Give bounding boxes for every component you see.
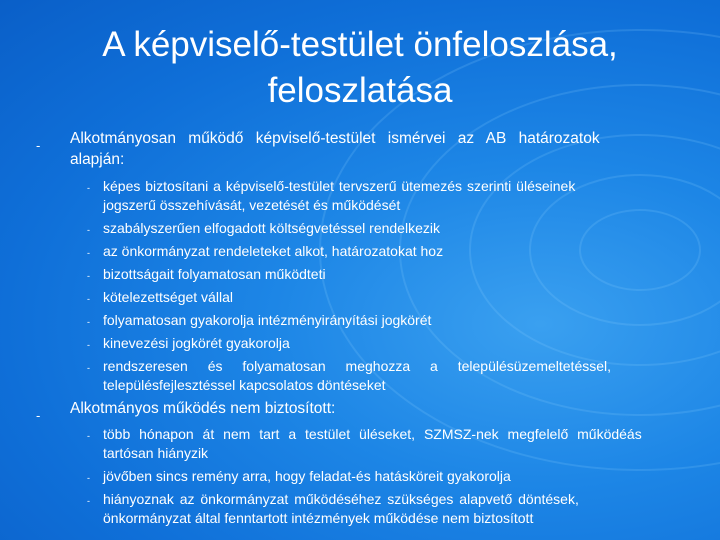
list-bullet: - — [87, 271, 90, 281]
list-item: kötelezettséget vállal — [103, 289, 233, 305]
list-item-continued: jogszerű összehívását, vezetését és működését — [103, 197, 401, 213]
list-item-continued: önkormányzat által fenntartott intézmények működése nem biztosított — [103, 510, 534, 526]
list-bullet: - — [87, 225, 90, 235]
list-item: képes biztosítani a képviselő-testület tervszerű ütemezés szerinti üléseinek — [103, 178, 576, 194]
list-bullet: - — [87, 340, 90, 350]
list-item: az önkormányzat rendeleteket alkot, határozatokat hoz — [103, 243, 444, 259]
title-line-2: feloszlatása — [267, 71, 453, 110]
list-item-continued: tartósan hiányzik — [103, 445, 209, 461]
list-item: hiányoznak az önkormányzat működéséhez szükséges alapvető döntések, — [103, 491, 579, 507]
list-bullet: - — [87, 473, 90, 483]
list-bullet: - — [87, 294, 90, 304]
list-item: szabályszerűen elfogadott költségvetéssel rendelkezik — [103, 220, 440, 236]
list-item: kinevezési jogkörét gyakorolja — [103, 335, 290, 351]
list-bullet: - — [87, 248, 90, 258]
list-item: bizottságait folyamatosan működteti — [103, 266, 326, 282]
list-bullet: - — [87, 363, 90, 373]
section-heading: Alkotmányosan működő képviselő-testület ismérvei az AB határozatok — [70, 130, 600, 147]
list-item: folyamatosan gyakorolja intézményirányítási jogkörét — [103, 312, 432, 328]
list-item: jövőben sincs remény arra, hogy feladat-és hatásköreit gyakorolja — [103, 468, 511, 484]
list-item: több hónapon át nem tart a testület üléseket, SZMSZ-nek megfelelő működéás — [103, 426, 642, 442]
section-marker: - — [36, 408, 41, 423]
list-bullet: - — [87, 317, 90, 327]
section-heading: Alkotmányos működés nem biztosított: — [70, 400, 336, 417]
section-marker: - — [36, 138, 41, 153]
list-bullet: - — [87, 496, 90, 506]
list-bullet: - — [87, 431, 90, 441]
list-item-continued: településfejlesztéssel kapcsolatos döntéseket — [103, 377, 386, 393]
section-heading-continued: alapján: — [70, 151, 125, 168]
list-bullet: - — [87, 183, 90, 193]
list-item: rendszeresen és folyamatosan meghozza a településüzemeltetéssel, — [103, 358, 612, 374]
title-line-1: A képviselő-testület önfeloszlása, — [102, 25, 618, 64]
